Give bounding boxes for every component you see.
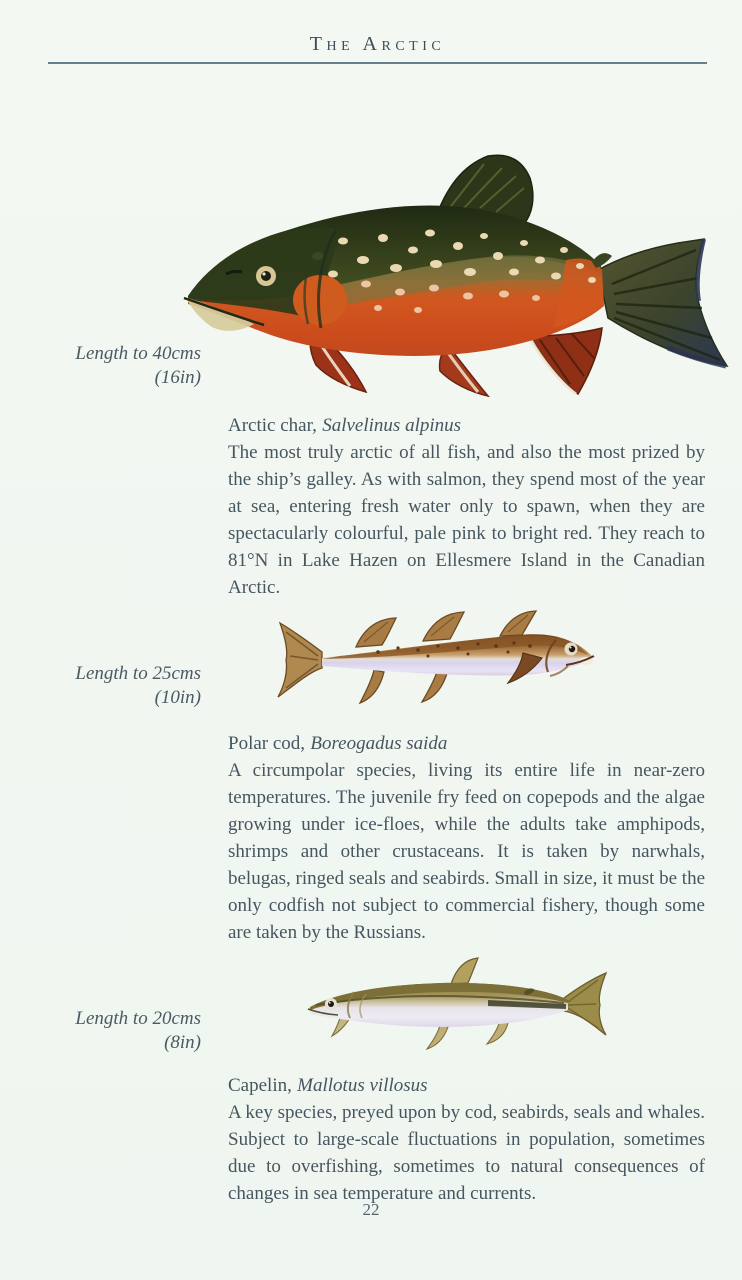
common-name: Arctic char, [228,415,317,436]
length-caption-cod [55,662,201,710]
capelin-illustration [296,948,618,1068]
page-title: The Arctic [309,33,446,55]
species-heading [228,412,705,439]
species-name: Mallotus villosus [297,1075,428,1096]
page-number: 22 [362,1200,380,1219]
species-description: A circumpolar species, living its entire life in near-zero temperatures. The juvenile fry feed on copepods and the algae growing under ice-floes, while the adults take amphipods, shrimps and other crustaceans. It is taken by narwhals, belugas, ringed seals and seabirds. Small in size, it must be the only codfish not subject to commercial fishery, though some are taken by the Russians. [228,760,706,943]
char-text [228,412,705,601]
arctic-char-illustration [168,138,736,411]
length-caption-capelin [55,1007,201,1055]
length-line1: Length to 40cms [75,343,201,364]
species-description: A key species, preyed upon by cod, seabirds, seals and whales. Subject to large-scale fluctuations in population, sometimes due to overfishing, sometimes to natural consequences of changes in sea temperature and currents. [228,1102,705,1204]
length-line2: (10in) [154,687,201,708]
species-name: Boreogadus saida [310,733,448,754]
species-heading [228,730,705,757]
species-name: Salvelinus alpinus [322,415,462,436]
common-name: Polar cod, [228,733,306,754]
length-line1: Length to 20cms [75,1008,201,1029]
length-line1: Length to 25cms [75,663,201,684]
length-caption-char [55,342,201,390]
common-name: Capelin, [228,1075,292,1096]
length-line2: (16in) [154,367,201,388]
header-rule [48,62,707,64]
polar-cod-illustration [268,606,620,727]
species-heading [228,1072,705,1099]
species-description: The most truly arctic of all fish, and also the most prized by the ship’s galley. As with salmon, they spend most of the year at sea, entering fresh water only to spawn, when they are spectacularly colourful, pale pink to bright red. They reach to 81°N in Lake Hazen on Ellesmere Island in the Canadian Arctic. [228,442,705,598]
capelin-text [228,1072,705,1207]
cod-text [228,730,705,946]
length-line2: (8in) [164,1032,201,1053]
